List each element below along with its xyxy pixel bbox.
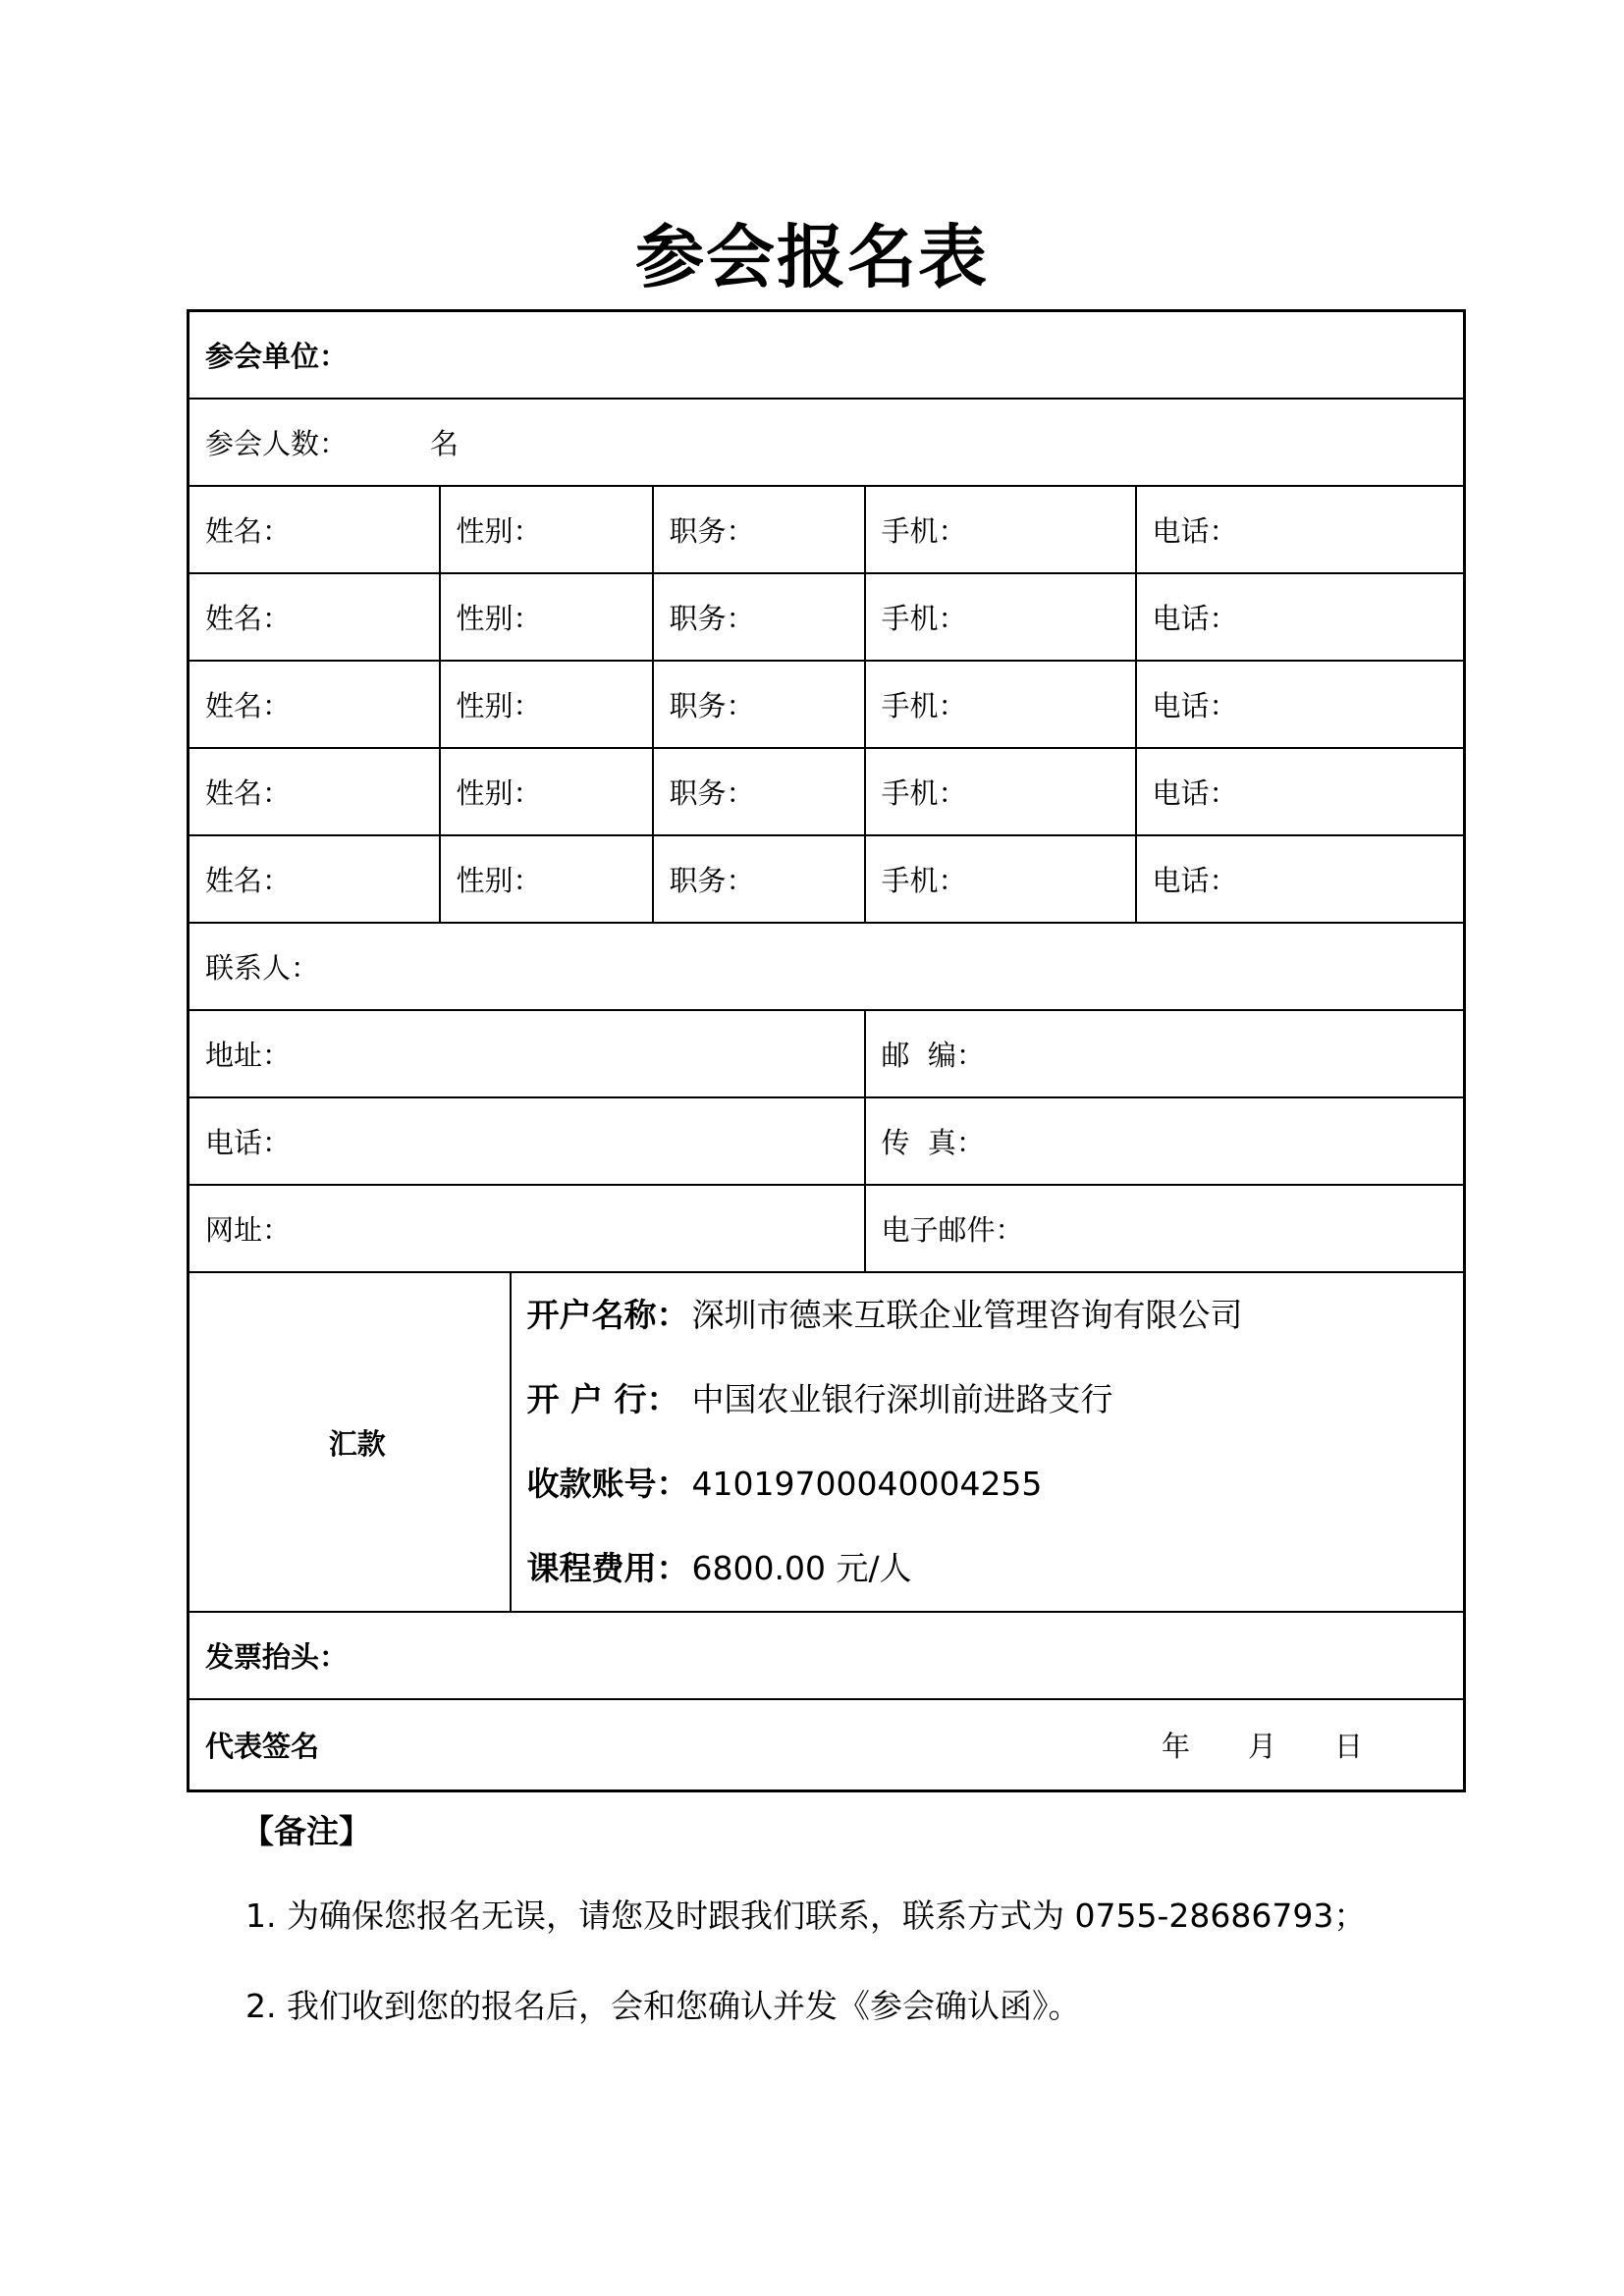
attendee-phone-cell[interactable]: 电话： (1136, 835, 1465, 923)
date-month: 月 (1248, 1730, 1277, 1763)
phone-label: 电话： (205, 1126, 292, 1159)
count-field[interactable] (189, 399, 1465, 486)
account-name-label: 开户名称： (526, 1296, 689, 1334)
contact-field[interactable] (189, 923, 1465, 1010)
attendee-row (189, 661, 1465, 748)
attendee-name-cell[interactable]: 姓名： (189, 748, 440, 835)
phone-field[interactable] (189, 1097, 865, 1185)
attendee-phone-cell[interactable]: 电话： (1136, 486, 1465, 573)
attendee-gender-cell[interactable]: 性别： (440, 573, 653, 661)
invoice-label: 发票抬头： (205, 1640, 349, 1674)
bank-value: 中国农业银行深圳前进路支行 (691, 1380, 1113, 1418)
count-label: 参会人数： (205, 427, 349, 460)
remit-label: 汇款 (189, 1272, 511, 1612)
attendee-row (189, 573, 1465, 661)
remit-details (511, 1272, 1465, 1612)
count-unit: 名 (430, 427, 460, 460)
signature-label: 代表签名 (205, 1730, 320, 1763)
postcode-field[interactable] (865, 1010, 1465, 1097)
attendee-row (189, 835, 1465, 923)
attendee-gender-cell[interactable]: 性别： (440, 486, 653, 573)
fee-line (527, 1526, 1464, 1611)
attendee-gender-cell[interactable]: 性别： (440, 661, 653, 748)
attendee-mobile-cell[interactable]: 手机： (865, 748, 1136, 835)
email-field[interactable] (865, 1185, 1465, 1272)
account-no-line (527, 1442, 1464, 1526)
registration-form (187, 309, 1466, 1792)
attendee-title-cell[interactable]: 职务： (653, 573, 865, 661)
attendee-phone-cell[interactable]: 电话： (1136, 748, 1465, 835)
date-year: 年 (1162, 1730, 1191, 1763)
fax-label: 传 真： (881, 1126, 985, 1159)
attendee-row (189, 486, 1465, 573)
attendee-name-cell[interactable]: 姓名： (189, 486, 440, 573)
page-title: 参会报名表 (635, 217, 989, 297)
attendee-gender-cell[interactable]: 性别： (440, 748, 653, 835)
attendee-name-cell[interactable]: 姓名： (189, 835, 440, 923)
attendee-name-cell[interactable]: 姓名： (189, 661, 440, 748)
attendee-mobile-cell[interactable]: 手机： (865, 835, 1136, 923)
attendee-title-cell[interactable]: 职务： (653, 661, 865, 748)
notes-title: 【备注】 (242, 1812, 371, 1850)
contact-label: 联系人： (205, 951, 320, 985)
attendee-phone-cell[interactable]: 电话： (1136, 573, 1465, 661)
attendee-mobile-cell[interactable]: 手机： (865, 661, 1136, 748)
account-no-value: 41019700040004255 (691, 1465, 1043, 1503)
attendee-row (189, 748, 1465, 835)
attendee-title-cell[interactable]: 职务： (653, 835, 865, 923)
email-label: 电子邮件： (881, 1213, 1024, 1247)
date-day: 日 (1334, 1730, 1364, 1763)
attendee-title-cell[interactable]: 职务： (653, 486, 865, 573)
attendee-name-cell[interactable]: 姓名： (189, 573, 440, 661)
postcode-label: 邮 编： (881, 1039, 985, 1072)
account-no-label: 收款账号： (526, 1465, 689, 1503)
fee-value: 6800.00 元/人 (691, 1549, 912, 1587)
invoice-field[interactable] (189, 1612, 1465, 1699)
address-field[interactable] (189, 1010, 865, 1097)
attendee-title-cell[interactable]: 职务： (653, 748, 865, 835)
address-label: 地址： (205, 1039, 292, 1072)
attendee-phone-cell[interactable]: 电话： (1136, 661, 1465, 748)
date-line (1162, 1725, 1421, 1765)
attendee-mobile-cell[interactable]: 手机： (865, 573, 1136, 661)
account-name-line (527, 1273, 1464, 1358)
bank-label: 开 户 行： (526, 1380, 679, 1418)
unit-label: 参会单位： (205, 340, 349, 373)
note-item-1: 1. 为确保您报名无误，请您及时跟我们联系，联系方式为 0755-28686793； (245, 1896, 1367, 1935)
attendee-mobile-cell[interactable]: 手机： (865, 486, 1136, 573)
account-name-value: 深圳市德来互联企业管理咨询有限公司 (691, 1296, 1243, 1334)
website-field[interactable] (189, 1185, 865, 1272)
website-label: 网址： (205, 1213, 292, 1247)
fee-label: 课程费用： (526, 1549, 689, 1587)
bank-line (527, 1358, 1464, 1442)
attendee-gender-cell[interactable]: 性别： (440, 835, 653, 923)
unit-field[interactable] (189, 311, 1465, 400)
fax-field[interactable] (865, 1097, 1465, 1185)
note-item-2: 2. 我们收到您的报名后，会和您确认并发《参会确认函》。 (245, 1987, 1081, 2025)
signature-field[interactable] (189, 1699, 1465, 1791)
